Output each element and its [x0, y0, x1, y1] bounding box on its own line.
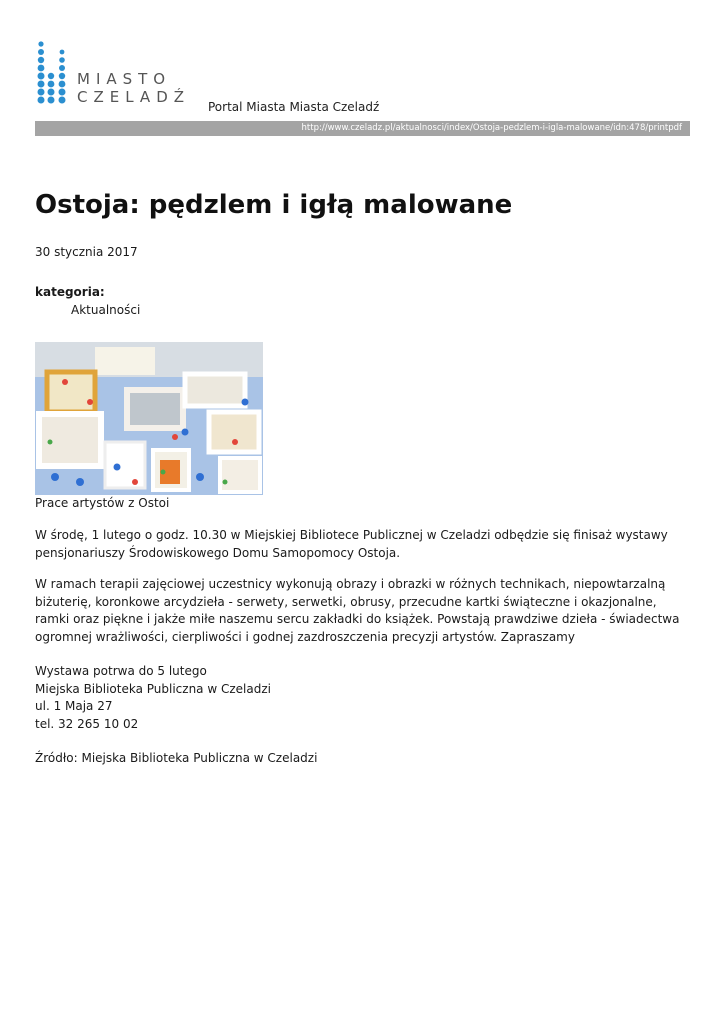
article-photo — [35, 342, 263, 495]
paragraph-line: pensjonariuszy Środowiskowego Domu Samopomocy Ostoja. — [35, 545, 401, 560]
paragraph-event — [35, 527, 690, 562]
paragraph-venue — [35, 663, 690, 733]
paragraph-line: W ramach terapii zajęciowej uczestnicy wykonują obrazy i obrazki w różnych technikach, niepowtarzalną — [35, 577, 666, 591]
paragraph-line: ramki oraz piękne i jakże miłe naszemu sercu zakładki do książek. Powstają prawdziwe dzieła - świadectwa — [35, 612, 680, 626]
paragraph-line: W środę, 1 lutego o godz. 10.30 w Miejskiej Bibliotece Publicznej w Czeladzi odbędzie się finisaż wystawy — [35, 528, 668, 542]
image-caption: Prace artystów z Ostoi — [35, 496, 170, 510]
source-line: Źródło: Miejska Biblioteka Publiczna w Czeladzi — [35, 751, 318, 765]
article-date: 30 stycznia 2017 — [35, 245, 138, 259]
page-header — [35, 38, 690, 118]
url-bar[interactable]: http://www.czeladz.pl/aktualnosci/index/Ostoja-pedzlem-i-igla-malowane/idn:478/printpdf — [35, 121, 690, 136]
venue-line: Miejska Biblioteka Publiczna w Czeladzi — [35, 681, 271, 696]
venue-line: Wystawa potrwa do 5 lutego — [35, 664, 207, 678]
paragraph-description — [35, 576, 690, 646]
category-label: kategoria: — [35, 285, 105, 299]
portal-title: Portal Miasta Miasta Czeladź — [208, 100, 380, 114]
paragraph-line: ogromnej wrażliwości, cierpliwości i godnej zazdroszczenia precyzji artystów. Zapraszamy — [35, 629, 575, 644]
city-logo — [35, 38, 215, 110]
venue-line: ul. 1 Maja 27 — [35, 699, 113, 713]
logo-dots-icon — [35, 38, 71, 110]
logo-wordmark — [77, 70, 190, 106]
article-title: Ostoja: pędzlem i igłą malowane — [35, 190, 513, 220]
paragraph-line: biżuterię, koronkowe arcydzieła - serwety, serwetki, obrusy, przecudne kartki świąteczne i okazjonalne, — [35, 594, 657, 609]
venue-line: tel. 32 265 10 02 — [35, 716, 139, 731]
category-value[interactable]: Aktualności — [71, 303, 141, 317]
logo-line-2: CZELADŹ — [77, 88, 191, 106]
logo-line-1: MIASTO — [77, 70, 172, 88]
